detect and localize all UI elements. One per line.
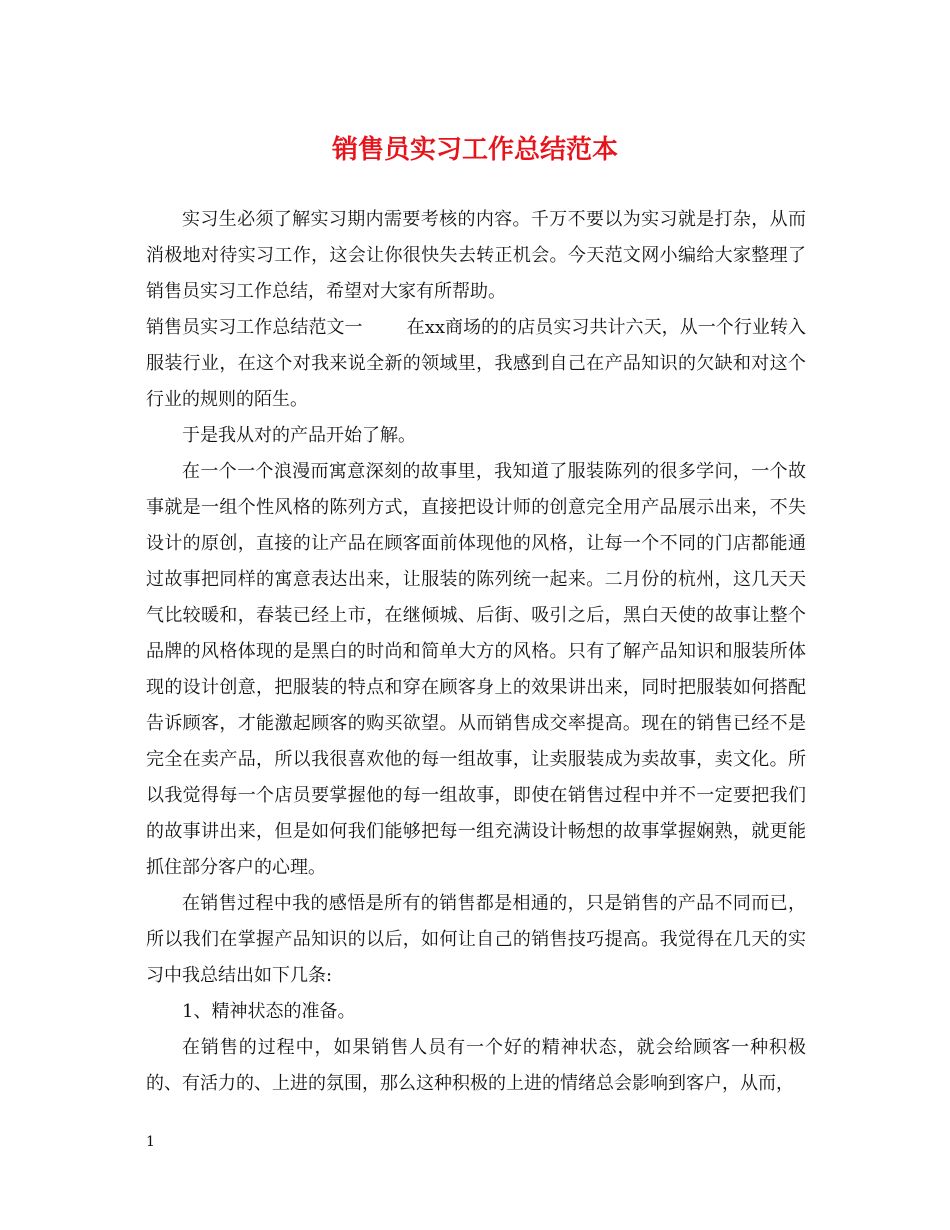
- section-text: 在xx商场的的店员实习共计六天，从一个行业转入服装行业，在这个对我来说全新的领域里，我感到自己在产品知识的欠缺和对这个行业的规则的陌生。: [146, 317, 807, 410]
- section-heading: 销售员实习工作总结范文一: [146, 317, 363, 338]
- document-title: 销售员实习工作总结范本: [331, 135, 618, 165]
- body-paragraph: 在一个一个浪漫而寓意深刻的故事里，我知道了服装陈列的很多学问，一个故事就是一组个性风格的陈列方式，直接把设计师的创意完全用产品展示出来，不失设计的原创，直接的让产品在顾客面前体现他的风格，让每一个不同的门店都能通过故事把同样的寓意表达出来，让服装的陈列统一起来。二月份的杭州，这几天天气比较暖和，春装已经上市，在继倾城、后街、吸引之后，黑白天使的故事让整个品牌的风格体现的是黑白的时尚和简单大方的风格。只有了解产品知识和服装所体现的设计创意，把服装的特点和穿在顾客身上的效果讲出来，同时把服装如何搭配告诉顾客，才能激起顾客的购买欲望。从而销售成交率提高。现在的销售已经不是完全在卖产品，所以我很喜欢他的每一组故事，让卖服装成为卖故事，卖文化。所以我觉得每一个店员要掌握他的每一组故事，即使在销售过程中并不一定要把我们的故事讲出来，但是如何我们能够把每一组充满设计畅想的故事掌握娴熟，就更能抓住部分客户的心理。: [146, 461, 806, 878]
- document-body: [146, 202, 806, 1102]
- section-paragraph: [146, 310, 806, 418]
- intro-paragraph: 实习生必须了解实习期内需要考核的内容。千万不要以为实习就是打杂，从而消极地对待实习工作，这会让你很快失去转正机会。今天范文网小编给大家整理了销售员实习工作总结，希望对大家有所帮助。: [146, 209, 806, 302]
- numbered-heading: 1、精神状态的准备。: [182, 1001, 356, 1022]
- page-number: 1: [146, 1134, 155, 1150]
- body-paragraph: 于是我从对的产品开始了解。: [182, 425, 416, 446]
- body-paragraph: 在销售的过程中，如果销售人员有一个好的精神状态，就会给顾客一种积极的、有活力的、上进的氛围，那么这种积极的上进的情绪总会影响到客户，从而，: [146, 1037, 806, 1094]
- body-paragraph: 在销售过程中我的感悟是所有的销售都是相通的，只是销售的产品不同而已，所以我们在掌握产品知识的以后，如何让自己的销售技巧提高。我觉得在几天的实习中我总结出如下几条:: [146, 893, 806, 986]
